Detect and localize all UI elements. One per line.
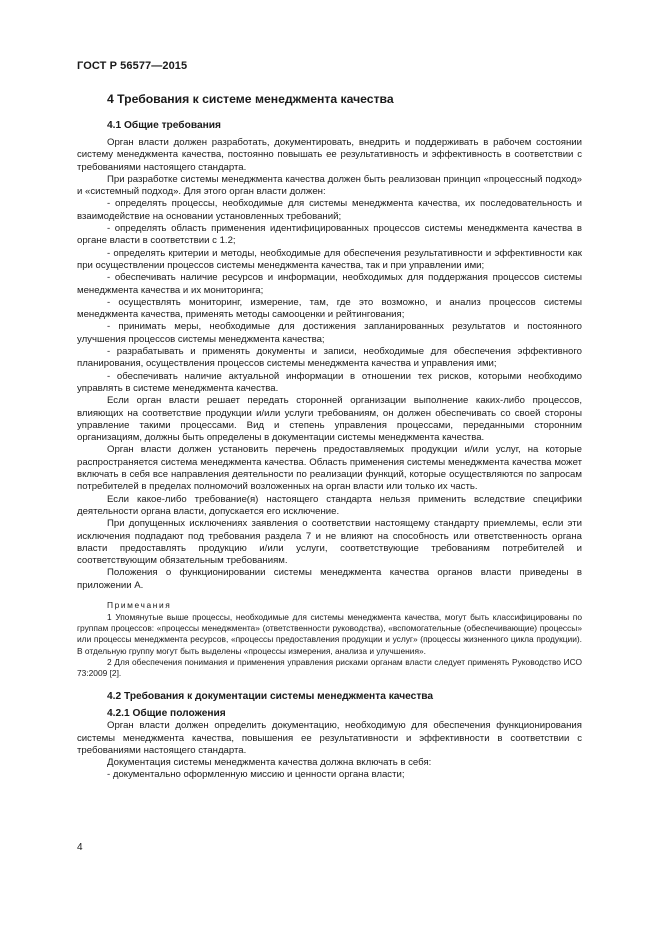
paragraph: Орган власти должен установить перечень предоставляемых продукции и/или услуг, на которые распространяется система менеджмента качества. Область применения системы менеджмента качества может включать в себя все направления деятельности по реализации функций, которые осуществляются по запросам потребителей в пределах полномочий возложенных на орган власти или только их часть.: [77, 444, 582, 493]
subsection-4-2-title: 4.2 Требования к документации системы менеджмента качества: [107, 691, 434, 703]
notes-title: Примечания: [107, 599, 172, 610]
section-4-title: 4 Требования к системе менеджмента качества: [107, 92, 394, 106]
content: [77, 92, 582, 782]
subsection-4-1-title: 4.1 Общие требования: [107, 120, 221, 131]
list-item: - документально оформленную миссию и ценности органа власти;: [107, 769, 405, 781]
subsection-4-2-1-title: 4.2.1 Общие положения: [107, 708, 226, 720]
paragraph: Орган власти должен определить документацию, необходимую для обеспечения функционирования системы менеджмента качества, повышения ее результативности и эффективности в соответствии с требованиями настоящего стандарта.: [77, 720, 582, 756]
paragraph: При разработке системы менеджмента качества должен быть реализован принцип «процессный подход» и «системный подход». Для этого орган власти должен:: [77, 173, 582, 198]
page-number: 4: [77, 842, 83, 853]
list-item: - определять процессы, необходимые для системы менеджмента качества, их последовательность и взаимодействие на основании установленных требований;: [77, 198, 582, 222]
list-item: - принимать меры, необходимые для достижения запланированных результатов и постоянного улучшения процессов системы менеджмента качества;: [77, 321, 582, 345]
list-item: - обеспечивать наличие актуальной информации в отношении тех рисков, которыми необходимо управлять в системе менеджмента качества.: [77, 370, 582, 394]
list-item: - осуществлять мониторинг, измерение, там, где это возможно, и анализ процессов системы менеджмента качества, применять методы самооценки и рейтингования;: [77, 296, 582, 321]
paragraph: Положения о функционировании системы менеджмента качества органов власти приведены в приложении А.: [77, 567, 582, 591]
list-item: - определять область применения идентифицированных процессов системы менеджмента качества в органе власти в соответствии с 1.2;: [77, 223, 582, 247]
note: 1 Упомянутые выше процессы, необходимые для системы менеджмента качества, могут быть классифицированы по группам процессов: «процессы менеджмента» (ответственности руководства), «вспомогательные (обеспечивающие) процессы» или процессы менеджмента ресурсов, «процессы предоставления продукции и услуг» (процессы жизненного цикла продукции). В отдельную группу могут быть выделены «процессы измерения, анализа и улучшения».: [77, 611, 582, 656]
paragraph: Если какое-либо требование(я) настоящего стандарта нельзя применить вследствие специфики деятельности органа власти, допускается его исключение.: [77, 493, 582, 517]
list-item: - разрабатывать и применять документы и записи, необходимые для обеспечения эффективного планирования, осуществления процессов системы менеджмента качества и управления ими;: [77, 346, 582, 370]
list-item: - обеспечивать наличие ресурсов и информации, необходимых для поддержания процессов системы менеджмента качества и их мониторинга;: [77, 272, 582, 296]
paragraph: Документация системы менеджмента качества должна включать в себя:: [107, 757, 432, 769]
paragraph: Орган власти должен разработать, документировать, внедрить и поддерживать в рабочем состоянии систему менеджмента качества, постоянно повышать ее результативность и эффективность в соответствии с требованиями настоящего стандарта.: [77, 137, 582, 173]
notes-block: [77, 600, 582, 679]
note: 2 Для обеспечения понимания и применения управления рисками органам власти следует применять Руководство ИСО 73:2009 [2].: [77, 656, 582, 678]
paragraph: Если орган власти решает передать сторонней организации выполнение каких-либо процессов, влияющих на соответствие продукции и/или услуги требованиям, он должен обеспечивать со своей стороны управление такими процессами. Вид и степень управления процессами, переданными сторонним организациям, должны быть определены в документации системы менеджмента качества.: [77, 395, 582, 444]
standard-header: ГОСТ Р 56577—2015: [77, 60, 188, 72]
paragraph: При допущенных исключениях заявления о соответствии настоящему стандарту приемлемы, если эти исключения подпадают под требования раздела 7 и не влияют на способность или ответственность органа власти предоставлять продукцию и/или услуги, соответствующие требованиям потребителей и соответствующим обязательным требованиям.: [77, 518, 582, 567]
list-item: - определять критерии и методы, необходимые для обеспечения результативности и эффективности как при осуществлении процессов системы менеджмента качества, так и при управлении ими;: [77, 247, 582, 271]
